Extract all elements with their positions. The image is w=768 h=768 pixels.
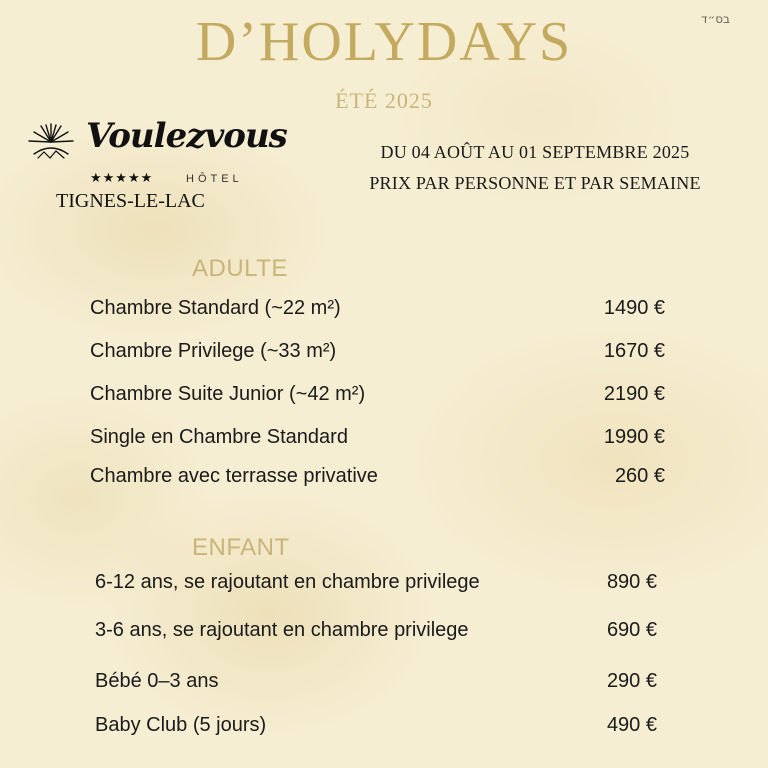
row-price: 490 € — [606, 714, 657, 736]
row-price: 690 € — [606, 619, 657, 641]
row-price: 2190 € — [603, 383, 665, 405]
row-price: 1990 € — [603, 426, 665, 448]
hotel-location: TIGNES-LE-LAC — [56, 190, 205, 212]
star-rating: ★★★★★ — [90, 171, 154, 186]
row-price: 260 € — [614, 465, 665, 487]
row-label: Single en Chambre Standard — [90, 426, 348, 448]
page-subtitle: ÉTÉ 2025 — [335, 88, 433, 113]
row-price: 1490 € — [603, 297, 665, 319]
hotel-logo — [24, 112, 287, 217]
stay-dates: DU 04 AOÛT AU 01 SEPTEMBRE 2025 — [380, 142, 690, 162]
row-price: 1670 € — [603, 340, 665, 362]
row-label: Chambre Privilege (~33 m²) — [90, 340, 337, 362]
row-label: 6-12 ans, se rajoutant en chambre privilege — [95, 571, 480, 593]
row-price: 290 € — [606, 670, 657, 692]
pricing-basis: PRIX PAR PERSONNE ET PAR SEMAINE — [369, 173, 701, 193]
row-label: Chambre Standard (~22 m²) — [90, 297, 341, 319]
row-label: Bébé 0–3 ans — [95, 670, 219, 692]
row-label: Baby Club (5 jours) — [95, 714, 267, 736]
section-title-adulte: ADULTE — [192, 255, 288, 282]
row-label: 3-6 ans, se rajoutant en chambre privilege — [95, 619, 469, 641]
row-label: Chambre Suite Junior (~42 m²) — [90, 383, 366, 405]
section-title-enfant: ENFANT — [192, 534, 290, 561]
row-label: Chambre avec terrasse privative — [90, 465, 378, 487]
row-price: 890 € — [606, 571, 657, 593]
brand-name: Voulezvous — [86, 116, 287, 156]
hotel-label: HÔTEL — [186, 173, 243, 185]
page-title: D’HOLYDAYS — [195, 11, 573, 73]
sun-icon — [26, 120, 76, 164]
hebrew-mark: בס״ד — [700, 12, 730, 26]
